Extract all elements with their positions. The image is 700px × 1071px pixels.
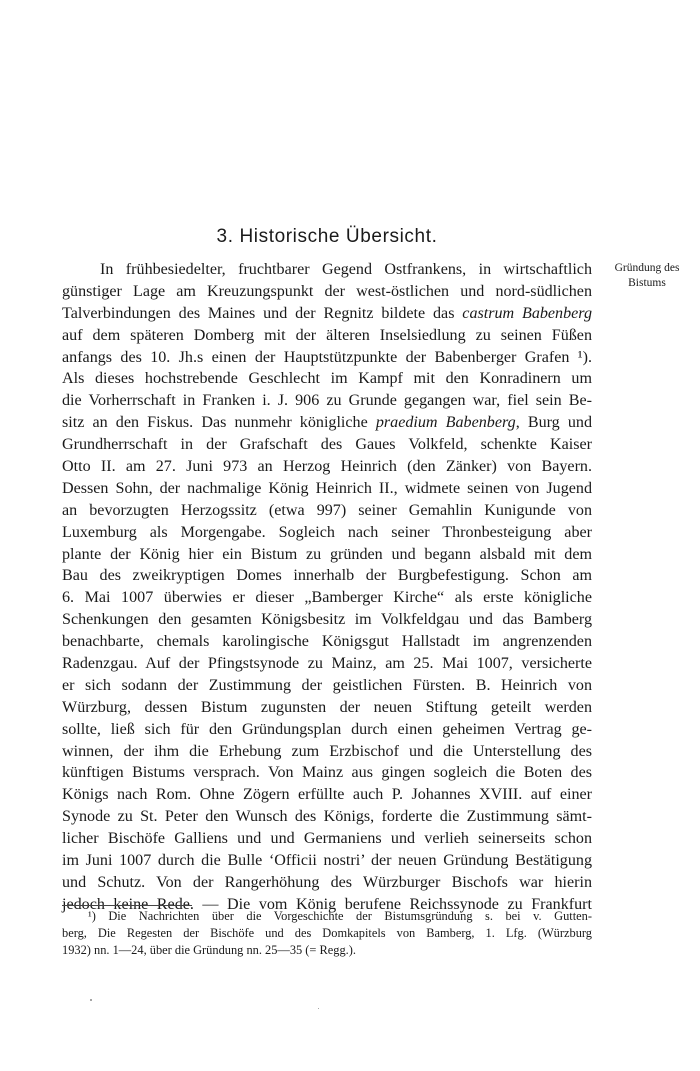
body-line: Königs nach Rom. Ohne Zögern erfüllte auch P. Johannes XVIII. auf einer	[62, 786, 592, 804]
body-line-italic	[62, 412, 592, 434]
section-heading: 3. Historische Übersicht.	[216, 226, 438, 247]
body-line: an bevorzugten Herzogssitz (etwa 997) seiner Gemahlin Kunigunde von	[62, 501, 592, 519]
body-line: licher Bischöfe Galliens und und Germaniens und verlieh seinerseits schon	[62, 830, 592, 848]
body-line: winnen, der ihm die Erhebung zum Erzbischof und die Unterstellung des	[62, 742, 592, 760]
body-line: 6. Mai 1007 überwies er dieser „Bamberger Kirche“ als erste königliche	[62, 589, 592, 607]
body-line-text: , Burg und	[515, 414, 592, 432]
body-line: Radenzgau. Auf der Pfingstsynode zu Mainz, am 25. Mai 1007, versicherte	[62, 655, 592, 673]
footnotes	[62, 908, 592, 959]
paper-speck	[90, 999, 92, 1001]
body-line: benachbarte, chemals karolingische Königsgut Hallstadt im angrenzenden	[62, 633, 592, 651]
body-line: In frühbesiedelter, fruchtbarer Gegend Ostfrankens, in wirtschaftlich	[100, 261, 592, 278]
footnote-line: ¹) Die Nachrichten über die Vorgeschichte der Bistumsgründung s. bei v. Gutten-	[88, 909, 592, 923]
body-line: er sich sodann der Zustimmung der geistlichen Fürsten. B. Heinrich von	[62, 676, 592, 694]
body-line: anfangs des 10. Jh.s einen der Hauptstützpunkte der Babenberger Grafen ¹).	[62, 348, 592, 366]
body-line: sollte, ließ sich für den Gründungsplan durch einen geheimen Vertrag ge-	[62, 720, 592, 738]
body-line: Otto II. am 27. Juni 973 an Herzog Heinrich (den Zänker) von Bayern.	[62, 458, 592, 476]
body-line: Grundherrschaft in der Grafschaft des Gaues Volkfeld, schenkte Kaiser	[62, 436, 592, 454]
marginal-note-line-2: Bistums	[628, 277, 666, 289]
body-line: Dessen Sohn, der nachmalige König Heinrich II., widmete seinen von Jugend	[62, 479, 592, 497]
body-line: und Schutz. Von der Rangerhöhung des Würzburger Bischofs war hierin	[62, 873, 592, 891]
body-line: auf dem späteren Domberg mit der älteren Inselsiedlung zu seinen Füßen	[62, 326, 592, 344]
italic-term: praedium Babenberg	[375, 414, 516, 432]
marginal-note	[597, 261, 697, 291]
footnote-divider	[62, 905, 192, 906]
body-line: künftigen Bistums versprach. Von Mainz aus gingen sogleich die Boten des	[62, 764, 592, 782]
body-line: die Vorherrschaft in Franken i. J. 906 zu Grunde gegangen war, fiel sein Be-	[62, 392, 592, 410]
body-line: Bau des zweikryptigen Domes innerhalb der Burgbefestigung. Schon am	[62, 567, 592, 585]
marginal-note-line-1: Gründung des	[614, 262, 680, 274]
body-line: günstiger Lage am Kreuzungspunkt der west-östlichen und nord-südlichen	[62, 282, 592, 300]
body-line: Synode zu St. Peter den Wunsch des Königs, forderte die Zustimmung sämt-	[62, 808, 592, 826]
footnote-line: 1932) nn. 1—24, über die Gründung nn. 25—35 (= Regg.).	[62, 943, 356, 957]
body-line-text: sitz an den Fiskus. Das nunmehr königliche	[62, 414, 376, 432]
body-line: Als dieses hochstrebende Geschlecht im Kampf mit den Konradinern um	[62, 370, 592, 388]
body-line: jedoch keine Rede. — Die vom König berufene Reichssynode zu Frankfurt	[62, 895, 592, 913]
body-text	[62, 259, 592, 916]
body-line: Würzburg, dessen Bistum zugunsten der neuen Stiftung geteilt werden	[62, 698, 592, 716]
body-line: Luxemburg als Morgengabe. Sogleich nach seiner Thronbesteigung aber	[62, 523, 592, 541]
italic-term: castrum Babenberg	[462, 304, 593, 322]
body-line: im Juni 1007 durch die Bulle ‘Officii nostri’ der neuen Gründung Bestätigung	[62, 852, 592, 870]
footnote-line: berg, Die Regesten der Bischöfe und des Domkapitels von Bamberg, 1. Lfg. (Würzburg	[62, 926, 592, 940]
body-line-italic	[62, 303, 592, 325]
paper-speck	[318, 1008, 319, 1009]
body-line-text: Talverbindungen des Maines und der Regnitz bildete das	[62, 304, 463, 322]
body-line: plante der König hier ein Bistum zu gründen und begann alsbald mit dem	[62, 545, 592, 563]
body-line: Schenkungen den gesamten Königsbesitz im Volkfeldgau und das Bamberg	[62, 611, 592, 629]
